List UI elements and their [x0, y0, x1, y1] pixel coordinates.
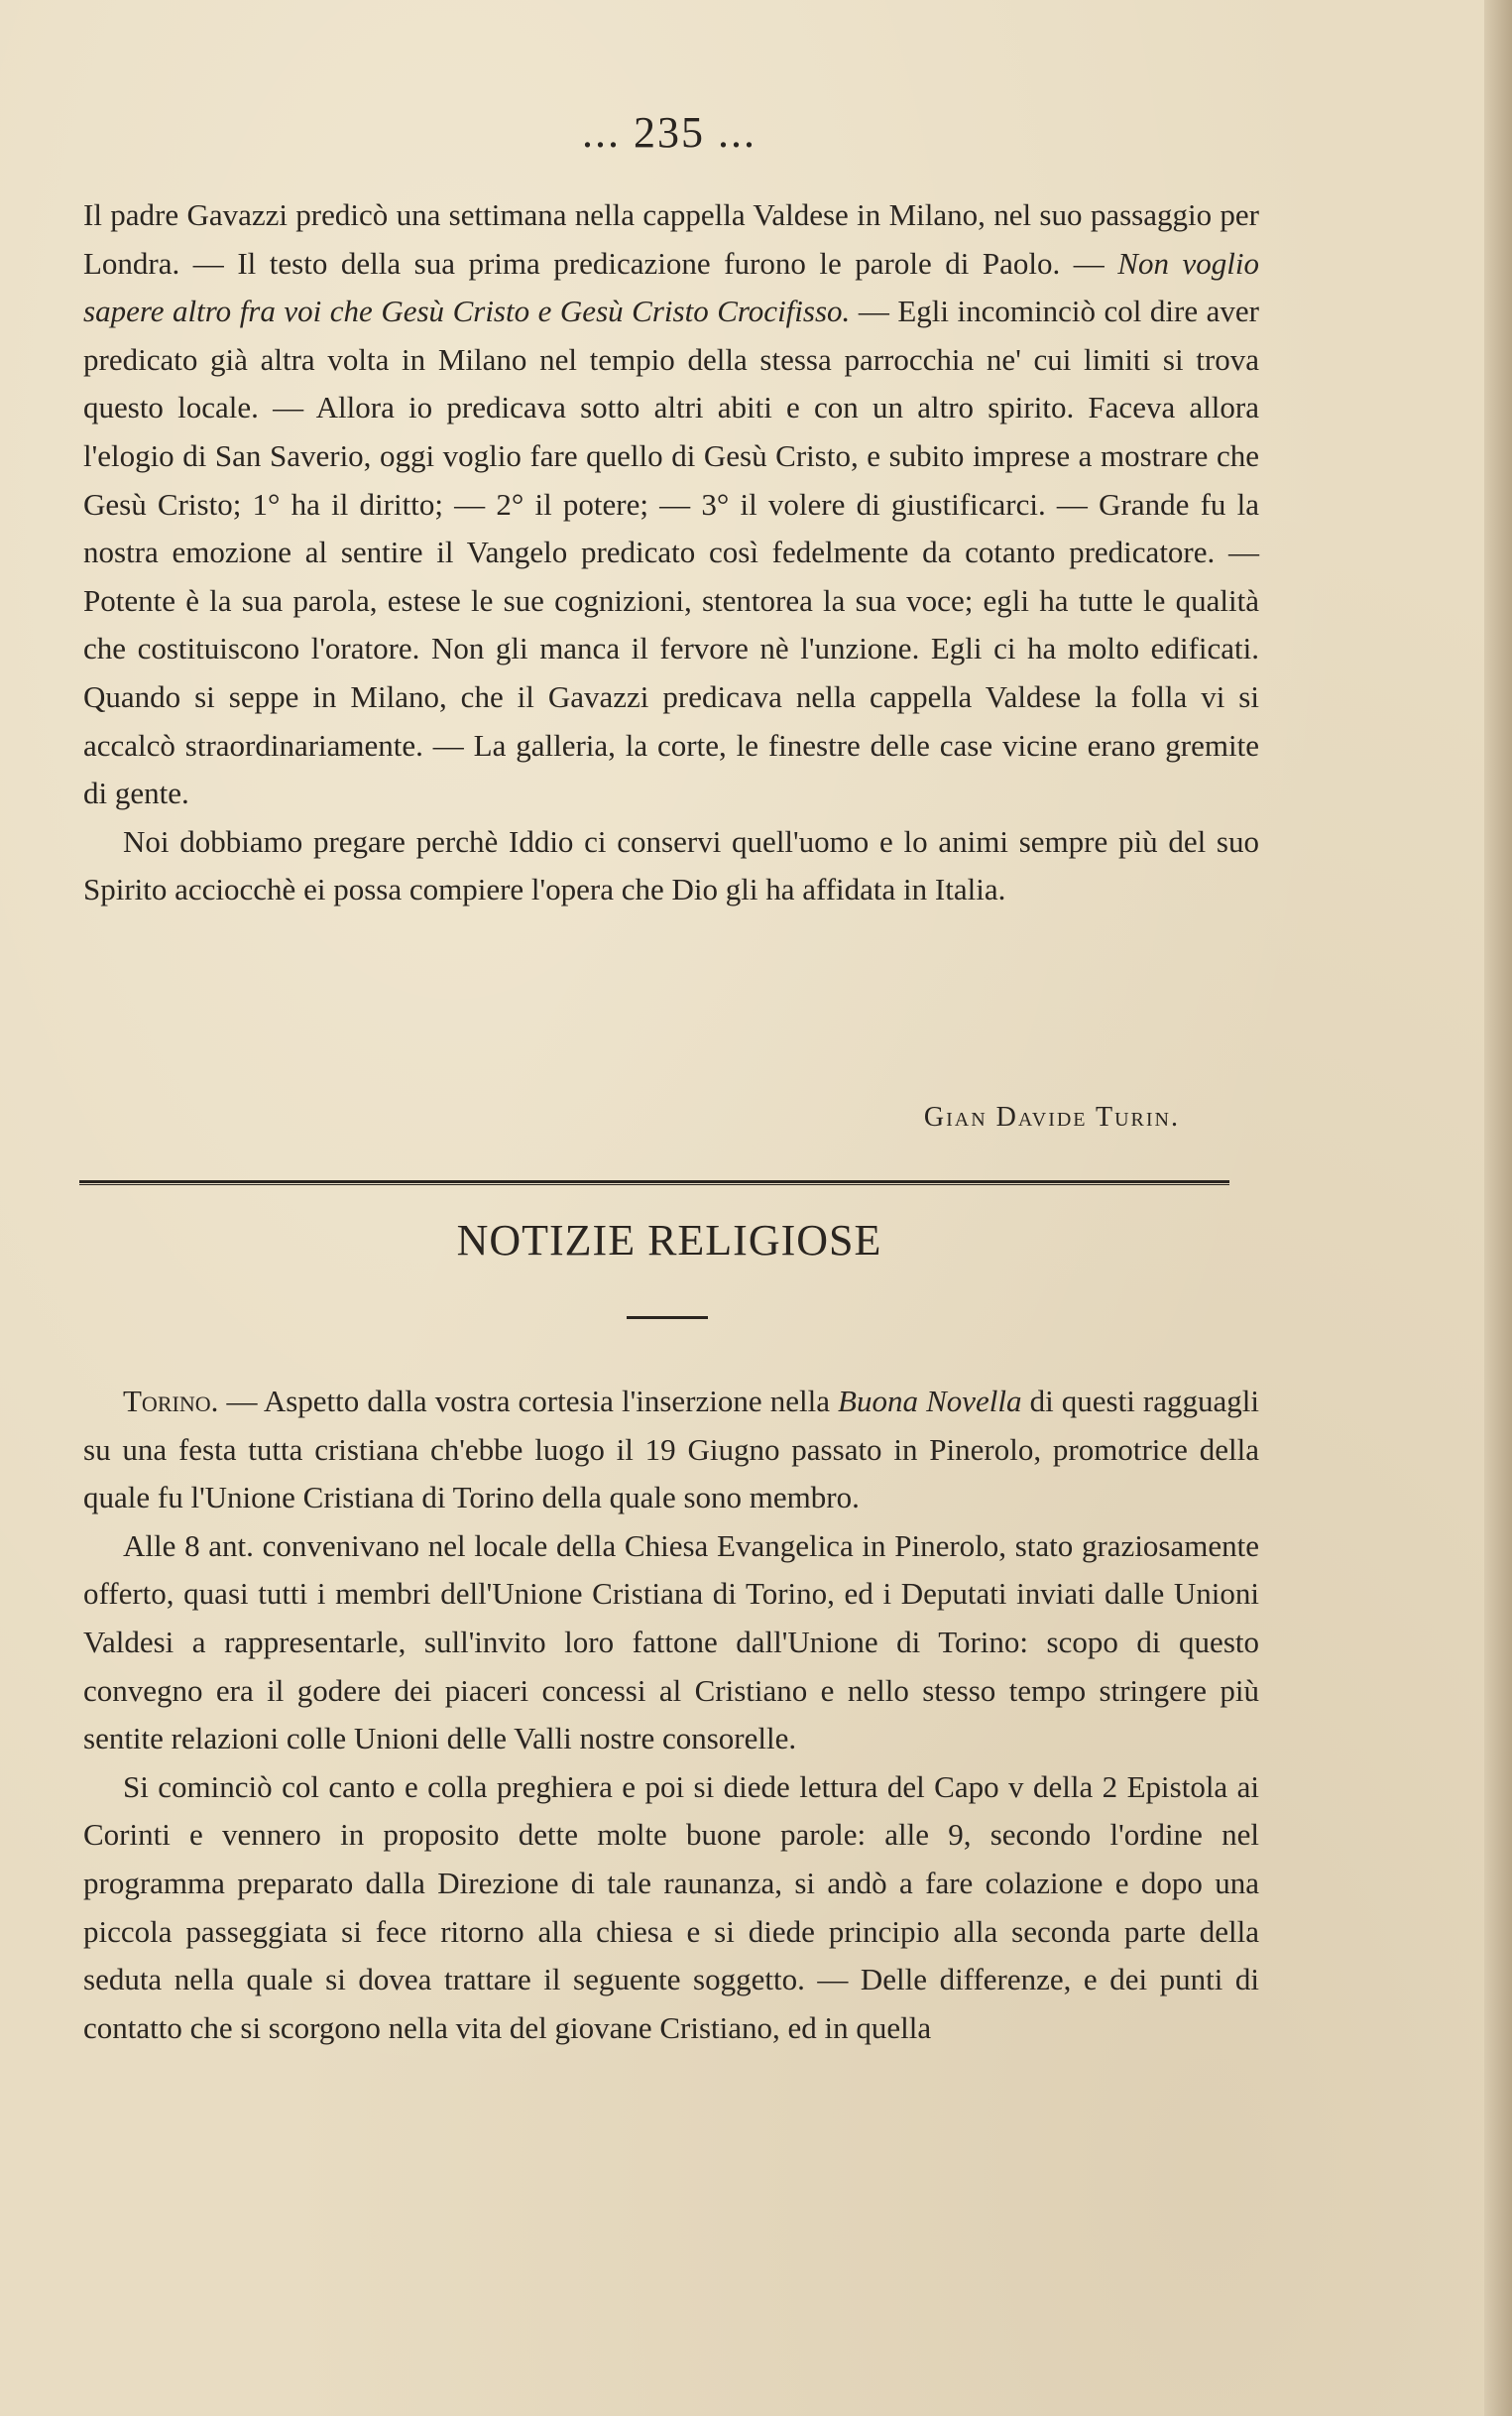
italic-text-run: Buona Novella — [838, 1384, 1022, 1418]
text-run: di questi ragguagli su una festa tutta cristiana ch'ebbe luogo il 19 Giugno passato in Pinerolo, promotrice della quale fu l'Unione Cristiana di Torino della quale sono membro. — [83, 1384, 1260, 1515]
article-paragraph-1 — [83, 191, 1259, 818]
page-number: ... 235 ... — [582, 108, 756, 157]
page-edge-shadow — [1484, 0, 1512, 2416]
article-paragraph-2 — [83, 818, 1259, 914]
text-run: — Egli incominciò col dire aver predicato già altra volta in Milano nel tempio della stessa parrocchia ne' cui limiti si trova questo locale. — Allora io predicava sotto altri abiti e con un altro spirito. Faceva allora l'elogio di San Saverio, oggi voglio fare quello di Gesù Cristo, e subito imprese a mostrare che Gesù Cristo; 1° ha il diritto; — 2° il potere; — 3° il volere di giustificarci. — Grande fu la nostra emozione al sentire il Vangelo predicato così fedelmente da cotanto predicatore. — Potente è la sua parola, estese le sue cognizioni, stentorea la sua voce; egli ha tutte le qualità che costituiscono l'oratore. Non gli manca il fervore nè l'unzione. Egli ci ha molto edificati. Quando si seppe in Milano, che il Gavazzi predicava nella cappella Valdese la folla vi si accalcò straordinariamente. — La galleria, la corte, le finestre delle case vicine erano gremite di gente. — [83, 294, 1260, 811]
text-run: — Aspetto dalla vostra cortesia l'inserzione nella — [218, 1384, 839, 1418]
text-run: Alle 8 ant. convenivano nel locale della Chiesa Evangelica in Pinerolo, stato graziosamente offerto, quasi tutti i membri dell'Unione Cristiana di Torino, ed i Deputati inviati dalle Unioni Valdesi a rappresentarle, sull'invito loro fattone dall'Unione di Torino: scopo di questo convegno era il godere dei piaceri concessi al Cristiano e nello stesso tempo stringere più sentite relazioni colle Unioni delle Valli nostre consorelle. — [83, 1527, 1259, 1756]
place-name-run: Torino. — [123, 1384, 219, 1418]
italic-text-run: Non voglio sapere altro fra voi che Gesù Cristo e Gesù Cristo Crocifisso. — [83, 245, 1259, 329]
article-signature: Gian Davide Turin. — [923, 1102, 1180, 1133]
section-divider-rule — [79, 1180, 1229, 1185]
text-run: Si cominciò col canto e colla preghiera e poi si diede lettura del Capo v della 2 Epistola ai Corinti e vennero in proposito dette molte buone parole: alle 9, secondo l'ordine nel programma preparato dalla Direzione di tale raunanza, si andò a fare colazione e dopo una piccola passeggiata si fece ritorno alla chiesa e si diede principio alla seconda parte della seduta nella quale si dovea trattare il seguente soggetto. — Delle differenze, e dei punti di contatto che si scorgono nella vita del giovane Cristiano, ed in quella — [83, 1768, 1259, 2045]
section-body — [83, 1378, 1259, 2052]
section-paragraph-3 — [83, 1763, 1259, 2053]
text-run: Noi dobbiamo pregare perchè Iddio ci conservi quell'uomo e lo animi sempre più del suo Spirito acciocchè ei possa compiere l'opera che Dio gli ha affidata in Italia. — [83, 823, 1259, 907]
section-heading: NOTIZIE RELIGIOSE — [456, 1216, 882, 1265]
text-run: Il padre Gavazzi predicò una settimana nella cappella Valdese in Milano, nel suo passaggio per Londra. — Il testo della sua prima predicazione furono le parole di Paolo. — — [83, 197, 1259, 281]
section-paragraph-2 — [83, 1522, 1259, 1763]
heading-underline-rule — [627, 1316, 708, 1319]
section-paragraph-1 — [83, 1378, 1259, 1522]
article-body — [83, 191, 1259, 914]
